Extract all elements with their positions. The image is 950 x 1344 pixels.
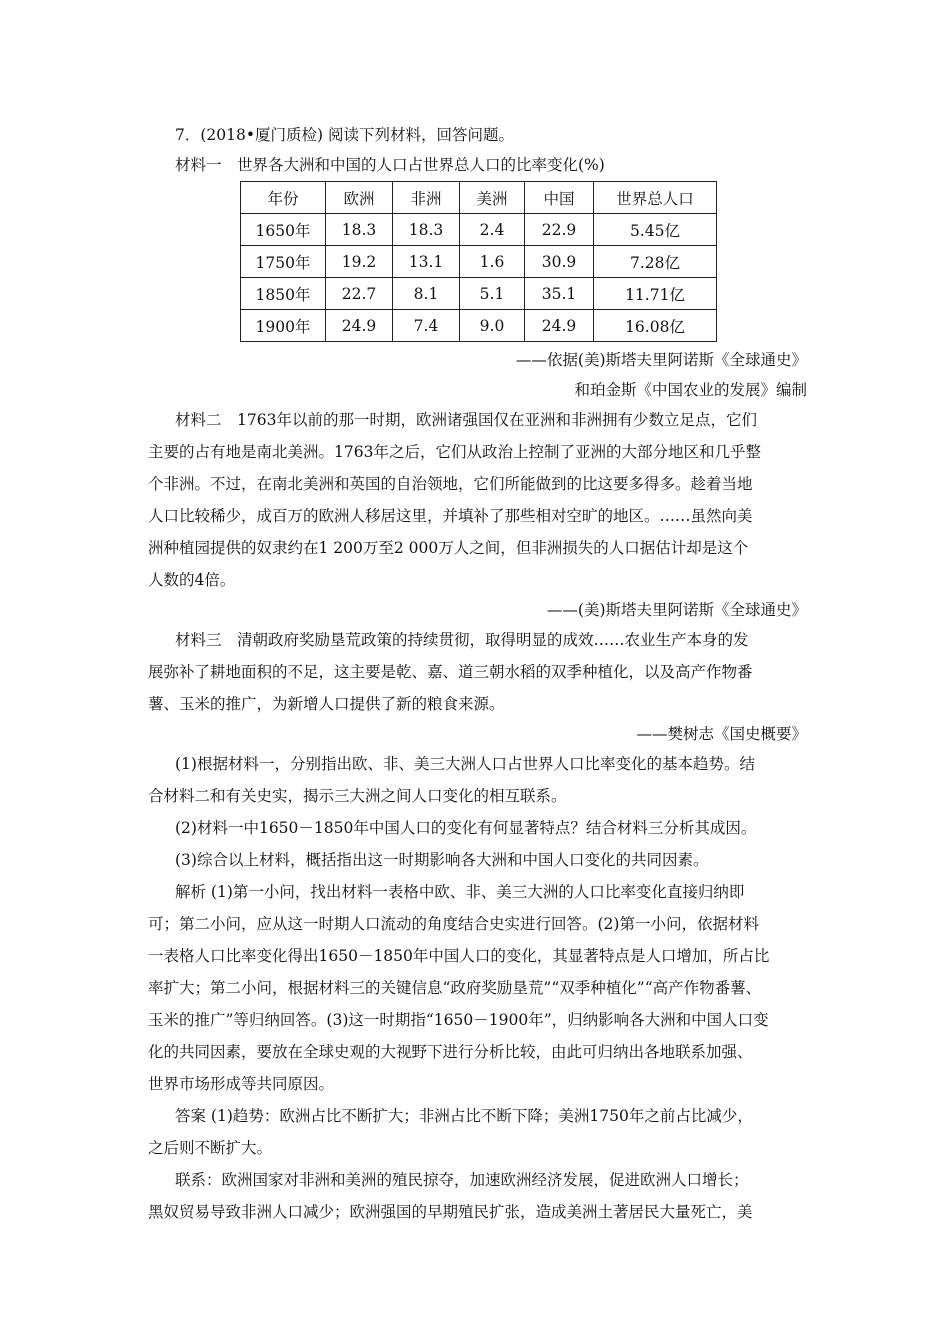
table-cell: 8.1 [393,278,460,310]
table-cell: 2.4 [460,214,525,246]
table-header-cell: 世界总人口 [594,182,717,214]
table-cell: 9.0 [460,310,525,342]
material3-line: 展弥补了耕地面积的不足，这主要是乾、嘉、道三朝水稻的双季种植化，以及高产作物番 [148,663,753,681]
table-cell: 5.45亿 [594,214,717,246]
analysis-line: 化的共同因素，要放在全球史观的大视野下进行分析比较，由此可归纳出各地联系加强、 [148,1043,753,1061]
material2-line: 人口比较稀少，成百万的欧洲人移居这里，并填补了那些相对空旷的地区。……虽然向美 [148,507,753,525]
analysis-line: 玉米的推广”等归纳回答。(3)这一时期指“1650－1900年”，归纳影响各大洲和中国人口变 [148,1011,769,1029]
source1-line1: ——依据(美)斯塔夫里阿诺斯《全球通史》 [515,351,807,369]
table-cell: 1650年 [241,214,326,246]
table-cell: 22.7 [326,278,393,310]
table-row [241,310,717,342]
population-table [240,181,717,342]
link-line: 联系：欧洲国家对非洲和美洲的殖民掠夺，加速欧洲经济发展，促进欧洲人口增长； [175,1171,749,1189]
table-cell: 22.9 [525,214,594,246]
answer-line: 答案 (1)趋势：欧洲占比不断扩大；非洲占比不断下降；美洲1750年之前占比减少， [175,1107,753,1125]
table-cell: 35.1 [525,278,594,310]
table-cell: 1750年 [241,246,326,278]
table-cell: 11.71亿 [594,278,717,310]
material2-line: 人数的4倍。 [148,571,236,589]
table-cell: 30.9 [525,246,594,278]
question-1-line: 合材料二和有关史实，揭示三大洲之间人口变化的相互联系。 [148,787,567,805]
material2-line: 个非洲。不过，在南北美洲和英国的自治领地，它们所能做到的比这要多得多。趁着当地 [148,475,753,493]
analysis-line: 一表格人口比率变化得出1650－1850年中国人口的变化，其显著特点是人口增加，所占比 [148,947,770,965]
answer-line: 之后则不断扩大。 [148,1139,273,1157]
table-cell: 7.4 [393,310,460,342]
table-cell: 18.3 [326,214,393,246]
table-row [241,278,717,310]
material3-line: 材料三 清朝政府奖励垦荒政策的持续贯彻，取得明显的成效……农业生产本身的发 [175,631,749,649]
table-cell: 24.9 [326,310,393,342]
analysis-line: 世界市场形成等共同原因。 [148,1075,335,1093]
table-cell: 7.28亿 [594,246,717,278]
analysis-line: 解析 (1)第一小问，找出材料一表格中欧、非、美三大洲的人口比率变化直接归纳即 [175,883,745,901]
material2-line: 洲种植园提供的奴隶约在1 200万至2 000万人之间，但非洲损失的人口据估计却是这个 [148,539,749,557]
table-header-cell: 年份 [241,182,326,214]
table-header-cell: 欧洲 [326,182,393,214]
table-cell: 5.1 [460,278,525,310]
table-row [241,214,717,246]
table-header-cell: 中国 [525,182,594,214]
material2-line: 材料二 1763年以前的那一时期，欧洲诸强国仅在亚洲和非洲拥有少数立足点，它们 [175,411,757,429]
table-header-cell: 非洲 [393,182,460,214]
table-header-cell: 美洲 [460,182,525,214]
table-header-row [241,182,717,214]
table-cell: 18.3 [393,214,460,246]
material2-line: 主要的占有地是南北美洲。1763年之后，它们从政治上控制了亚洲的大部分地区和几乎整 [148,443,761,461]
analysis-line: 率扩大；第二小问，根据材料三的关键信息“政府奖励垦荒”“双季种植化”“高产作物番薯、 [148,979,762,997]
material3-line: 薯、玉米的推广，为新增人口提供了新的粮食来源。 [148,695,505,713]
table-cell: 1.6 [460,246,525,278]
source2: ——(美)斯塔夫里阿诺斯《全球通史》 [546,601,807,619]
source1-line2: 和珀金斯《中国农业的发展》编制 [574,381,807,399]
table-cell: 24.9 [525,310,594,342]
table-cell: 1850年 [241,278,326,310]
table-cell: 16.08亿 [594,310,717,342]
question-3: (3)综合以上材料，概括指出这一时期影响各大洲和中国人口变化的共同因素。 [175,851,709,869]
material1-title: 材料一 世界各大洲和中国的人口占世界总人口的比率变化(%) [175,156,605,174]
question-header: 7．(2018•厦门质检) 阅读下列材料，回答问题。 [175,126,514,144]
question-1-line: (1)根据材料一，分别指出欧、非、美三大洲人口占世界人口比率变化的基本趋势。结 [175,755,755,773]
source3: ——樊树志《国史概要》 [636,725,807,743]
analysis-line: 可；第二小问，应从这一时期人口流动的角度结合史实进行回答。(2)第一小问，依据材料 [148,915,759,933]
table-cell: 13.1 [393,246,460,278]
question-2: (2)材料一中1650－1850年中国人口的变化有何显著特点？结合材料三分析其成因。 [175,819,757,837]
link-line: 黑奴贸易导致非洲人口减少；欧洲强国的早期殖民扩张，造成美洲土著居民大量死亡，美 [148,1203,753,1221]
table-cell: 19.2 [326,246,393,278]
table-cell: 1900年 [241,310,326,342]
table-row [241,246,717,278]
